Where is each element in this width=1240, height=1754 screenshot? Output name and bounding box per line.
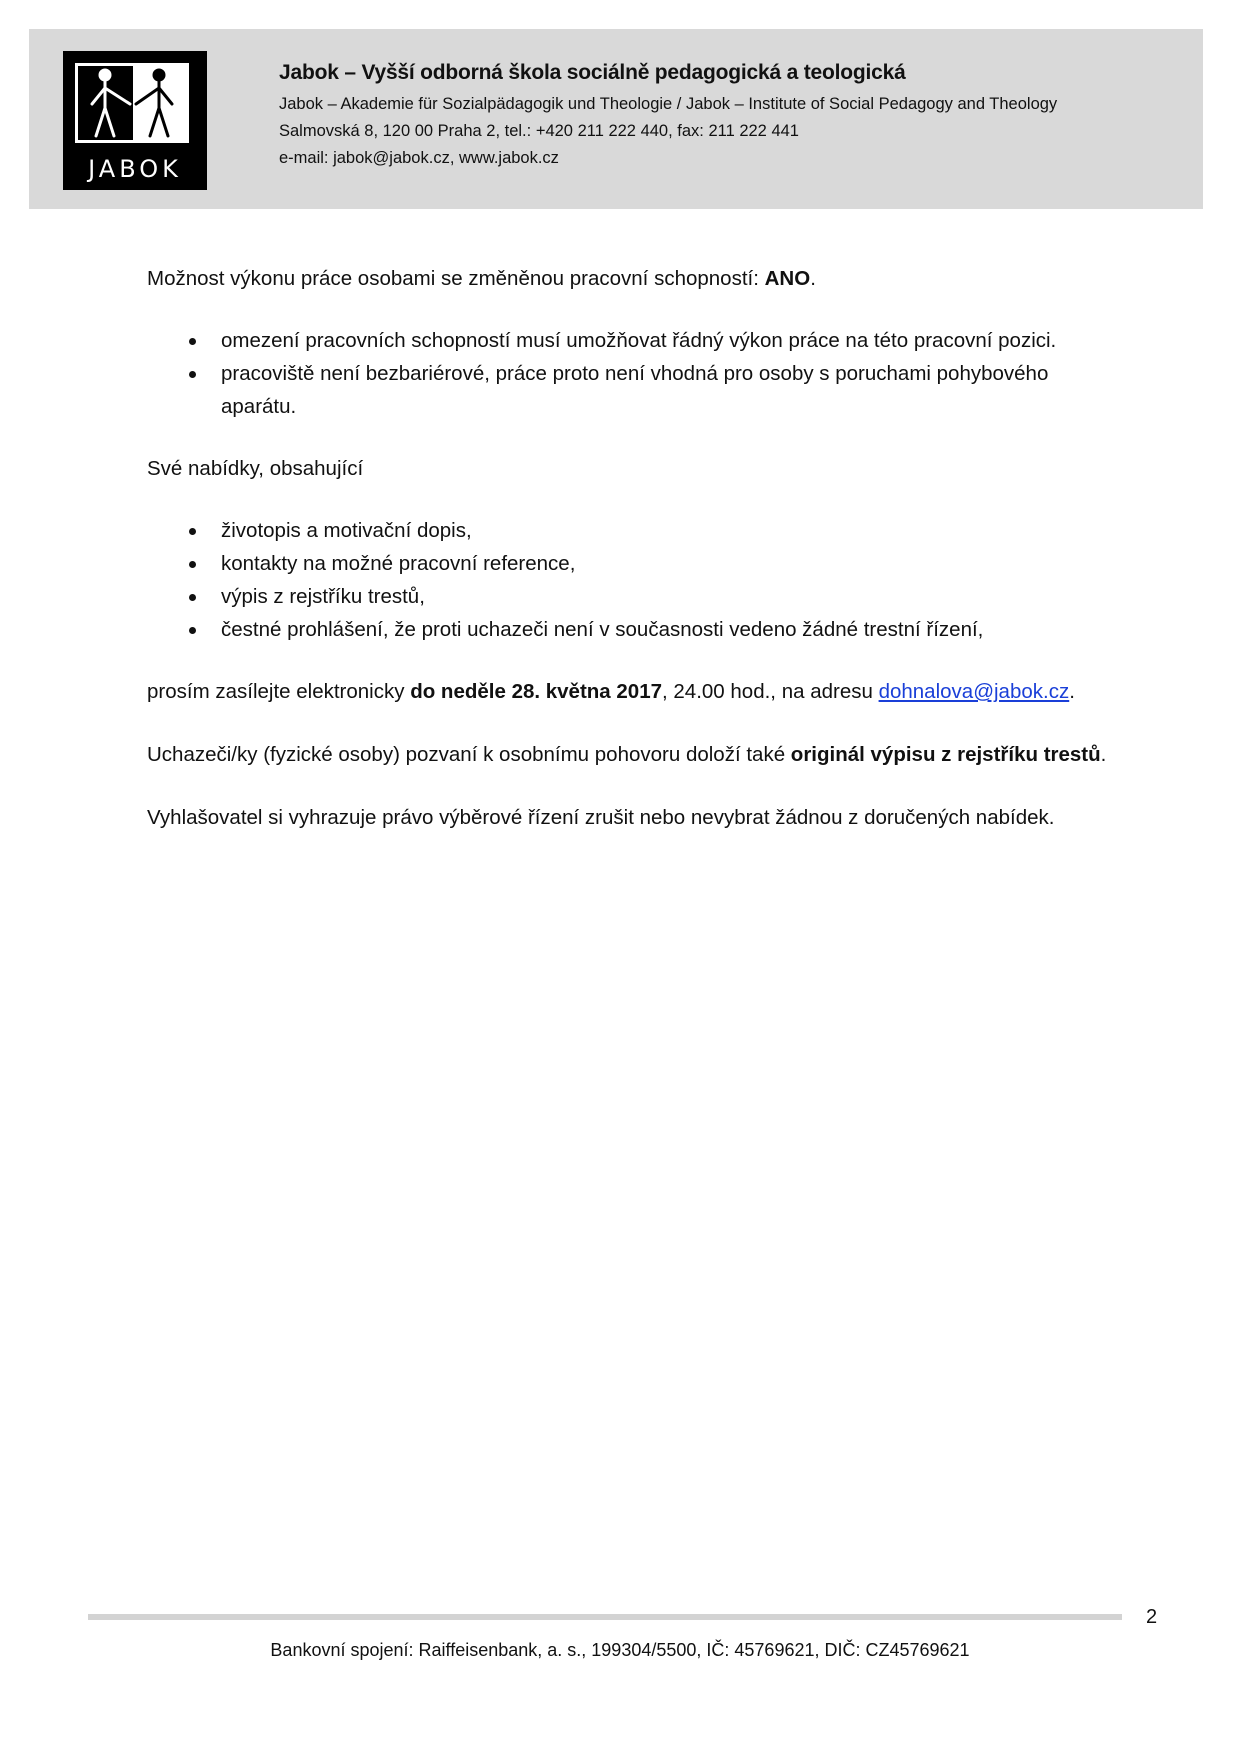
logo-wordmark: JABOK xyxy=(88,155,182,183)
bullet-icon xyxy=(189,627,196,634)
bullet-icon xyxy=(189,594,196,601)
interview-requirement: originál výpisu z rejstříku trestů xyxy=(790,743,1101,766)
list-item: výpis z rejstříku trestů, xyxy=(147,580,1157,613)
page-number: 2 xyxy=(1146,1606,1158,1628)
organization-address: Salmovská 8, 120 00 Praha 2, tel.: +420 211 222 440, fax: 211 222 441 xyxy=(279,122,799,140)
organization-info xyxy=(279,61,1057,172)
organization-contact: e-mail: jabok@jabok.cz, www.jabok.cz xyxy=(279,149,559,167)
offers-intro: Své nabídky, obsahující xyxy=(147,457,364,480)
letterhead xyxy=(29,29,1203,209)
organization-name: Jabok – Vyšší odborná škola sociálně pedagogická a teologická xyxy=(279,61,906,84)
bank-info: Bankovní spojení: Raiffeisenbank, a. s., 199304/5500, IČ: 45769621, DIČ: CZ45769621 xyxy=(270,1640,970,1660)
two-figures-icon xyxy=(78,66,186,140)
conditions-list xyxy=(147,324,1157,423)
list-item: omezení pracovních schopností musí umožňovat řádný výkon práce na této pracovní pozici. xyxy=(147,324,1157,357)
disability-end: . xyxy=(810,267,816,290)
bullet-icon xyxy=(189,371,196,378)
list-item: pracoviště není bezbariérové, práce proto není vhodná pro osoby s poruchami pohybového aparátu. xyxy=(147,357,1157,423)
email-link[interactable]: dohnalova@jabok.cz xyxy=(878,680,1070,703)
list-item: čestné prohlášení, že proti uchazeči není v současnosti vedeno žádné trestní řízení, xyxy=(147,613,1157,646)
disability-paragraph xyxy=(147,262,1157,295)
interview-paragraph: Uchazeči/ky (fyzické osoby) pozvaní k osobnímu pohovoru doloží také originál výpisu z rejstříku trestů. xyxy=(147,743,1107,766)
organization-subtitle: Jabok – Akademie für Sozialpädagogik und Theologie / Jabok – Institute of Social Pedagogy and Theology xyxy=(279,95,1058,113)
disability-value: ANO xyxy=(764,267,811,290)
bullet-icon xyxy=(189,338,196,345)
bullet-icon xyxy=(189,528,196,535)
disability-text: Možnost výkonu práce osobami se změněnou pracovní schopností: xyxy=(147,267,765,290)
submission-paragraph: prosím zasílejte elektronicky do neděle 28. května 2017, 24.00 hod., na adresu dohnalova@jabok.cz. xyxy=(147,680,1075,703)
document-body xyxy=(147,262,1157,834)
jabok-logo xyxy=(63,51,207,190)
submission-deadline: do neděle 28. května 2017 xyxy=(410,680,663,703)
list-item: životopis a motivační dopis, xyxy=(147,514,1157,547)
reservation-paragraph: Vyhlašovatel si vyhrazuje právo výběrové řízení zrušit nebo nevybrat žádnou z doručených nabídek. xyxy=(147,806,1055,829)
list-item: kontakty na možné pracovní reference, xyxy=(147,547,1157,580)
bullet-icon xyxy=(189,561,196,568)
footer-divider xyxy=(88,1614,1122,1620)
documents-list xyxy=(147,514,1157,646)
logo-figures-icon xyxy=(75,63,189,143)
